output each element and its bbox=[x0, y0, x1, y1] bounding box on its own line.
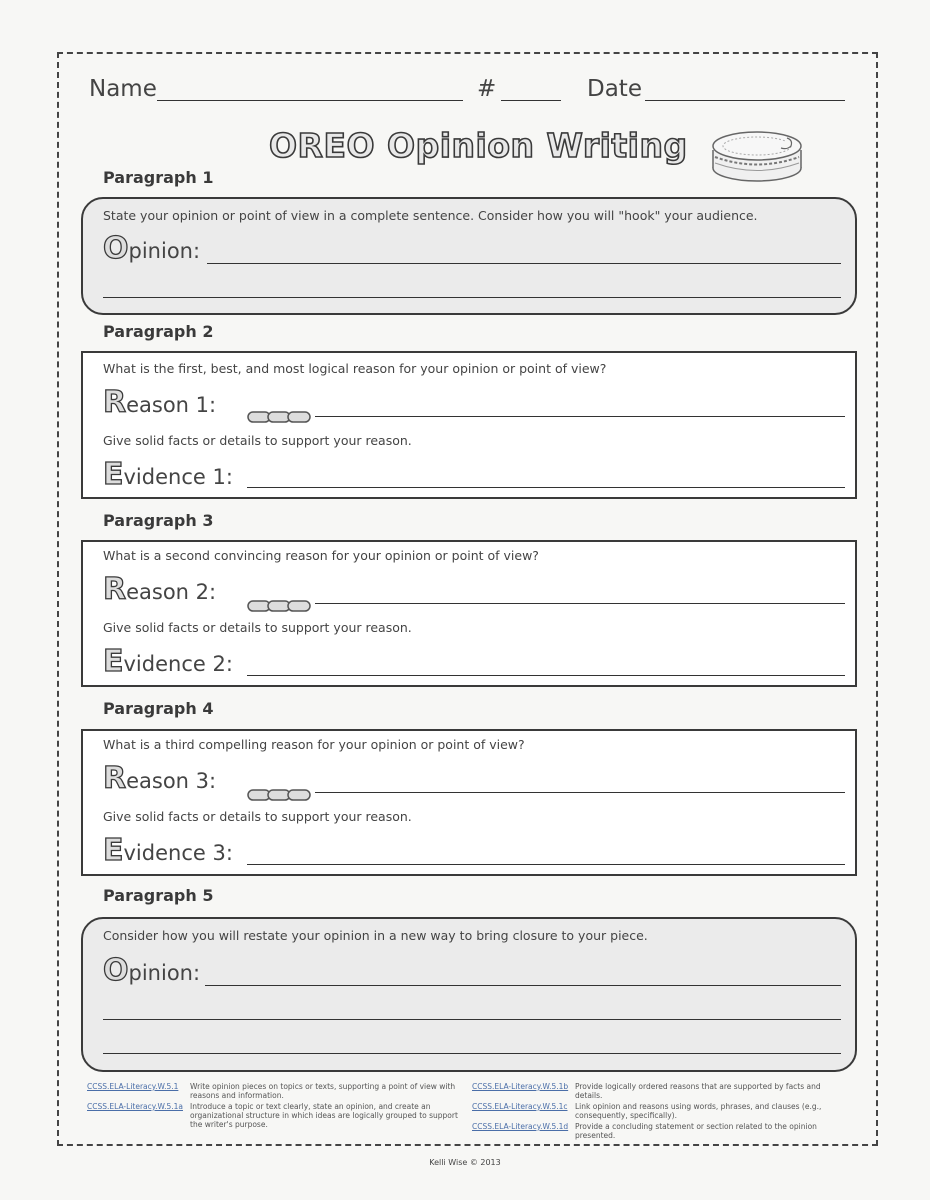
standard-w51d bbox=[472, 1122, 845, 1140]
evidence-2-line[interactable] bbox=[247, 675, 845, 676]
paragraph-5-box bbox=[81, 917, 857, 1072]
worksheet bbox=[57, 52, 878, 1146]
reason-3-label: Reason 3: bbox=[103, 761, 217, 796]
reason-1-label: Reason 1: bbox=[103, 385, 217, 420]
date-line[interactable] bbox=[645, 100, 845, 101]
opinion-2-line-1[interactable] bbox=[205, 985, 841, 986]
standard-w51c bbox=[472, 1102, 845, 1120]
paragraph-1-box bbox=[81, 197, 857, 315]
opinion-2-label: Opinion: bbox=[103, 953, 201, 988]
reason-1-line[interactable] bbox=[315, 416, 845, 417]
opinion-2-line-2[interactable] bbox=[103, 1019, 841, 1020]
standard-w51a bbox=[87, 1102, 460, 1129]
reason-3-line[interactable] bbox=[315, 792, 845, 793]
number-label: # bbox=[477, 76, 497, 102]
paragraph-2-prompt: What is the first, best, and most logical reason for your opinion or point of view? bbox=[103, 361, 607, 376]
paragraph-5-prompt: Consider how you will restate your opinion in a new way to bring closure to your piece. bbox=[103, 928, 648, 943]
standard-desc: Write opinion pieces on topics or texts, supporting a point of view with reasons and information. bbox=[190, 1082, 456, 1100]
standard-desc: Provide logically ordered reasons that are supported by facts and details. bbox=[575, 1082, 821, 1100]
paragraph-2-support: Give solid facts or details to support your reason. bbox=[103, 433, 412, 448]
evidence-3-label: Evidence 3: bbox=[103, 833, 233, 868]
opinion-1-line-1[interactable] bbox=[207, 263, 841, 264]
paragraph-4-label: Paragraph 4 bbox=[103, 699, 214, 718]
opinion-2-line-3[interactable] bbox=[103, 1053, 841, 1054]
standard-code[interactable]: CCSS.ELA-Literacy.W.5.1a bbox=[87, 1102, 183, 1111]
paragraph-2-label: Paragraph 2 bbox=[103, 322, 214, 341]
paragraph-3-support: Give solid facts or details to support your reason. bbox=[103, 620, 412, 635]
opinion-1-line-2[interactable] bbox=[103, 297, 841, 298]
standard-w51b bbox=[472, 1082, 845, 1100]
chain-link-icon bbox=[247, 598, 313, 614]
number-line[interactable] bbox=[501, 100, 561, 101]
name-label: Name bbox=[89, 76, 157, 102]
standard-code[interactable]: CCSS.ELA-Literacy.W.5.1c bbox=[472, 1102, 568, 1111]
copyright-footer: Kelli Wise © 2013 bbox=[429, 1158, 501, 1167]
header-row bbox=[89, 76, 849, 106]
evidence-2-label: Evidence 2: bbox=[103, 644, 233, 679]
reason-2-line[interactable] bbox=[315, 603, 845, 604]
name-line[interactable] bbox=[157, 100, 463, 101]
chain-link-icon bbox=[247, 409, 313, 425]
evidence-1-label: Evidence 1: bbox=[103, 457, 233, 492]
paragraph-4-box bbox=[81, 729, 857, 876]
date-label: Date bbox=[587, 76, 642, 102]
standard-code[interactable]: CCSS.ELA-Literacy.W.5.1 bbox=[87, 1082, 179, 1091]
page-title: OREO Opinion Writing bbox=[269, 126, 688, 165]
paragraph-5-label: Paragraph 5 bbox=[103, 886, 214, 905]
standard-code[interactable]: CCSS.ELA-Literacy.W.5.1b bbox=[472, 1082, 569, 1091]
standard-desc: Introduce a topic or text clearly, state an opinion, and create an organizational structure in which ideas are logically grouped to support the writer's purpose. bbox=[190, 1102, 458, 1129]
evidence-1-line[interactable] bbox=[247, 487, 845, 488]
paragraph-4-support: Give solid facts or details to support your reason. bbox=[103, 809, 412, 824]
oreo-cookie-icon bbox=[709, 116, 805, 186]
standard-desc: Provide a concluding statement or section related to the opinion presented. bbox=[575, 1122, 817, 1140]
paragraph-1-prompt: State your opinion or point of view in a complete sentence. Consider how you will "hook" your audience. bbox=[103, 208, 758, 223]
standard-desc: Link opinion and reasons using words, phrases, and clauses (e.g., consequently, specifically). bbox=[575, 1102, 822, 1120]
paragraph-3-prompt: What is a second convincing reason for your opinion or point of view? bbox=[103, 548, 539, 563]
reason-2-label: Reason 2: bbox=[103, 572, 217, 607]
standard-code[interactable]: CCSS.ELA-Literacy.W.5.1d bbox=[472, 1122, 569, 1131]
chain-link-icon bbox=[247, 787, 313, 803]
paragraph-3-box bbox=[81, 540, 857, 687]
paragraph-2-box bbox=[81, 351, 857, 499]
opinion-1-label: Opinion: bbox=[103, 231, 201, 266]
evidence-3-line[interactable] bbox=[247, 864, 845, 865]
paragraph-3-label: Paragraph 3 bbox=[103, 511, 214, 530]
paragraph-1-label: Paragraph 1 bbox=[103, 168, 214, 187]
standard-w51 bbox=[87, 1082, 460, 1100]
paragraph-4-prompt: What is a third compelling reason for your opinion or point of view? bbox=[103, 737, 525, 752]
